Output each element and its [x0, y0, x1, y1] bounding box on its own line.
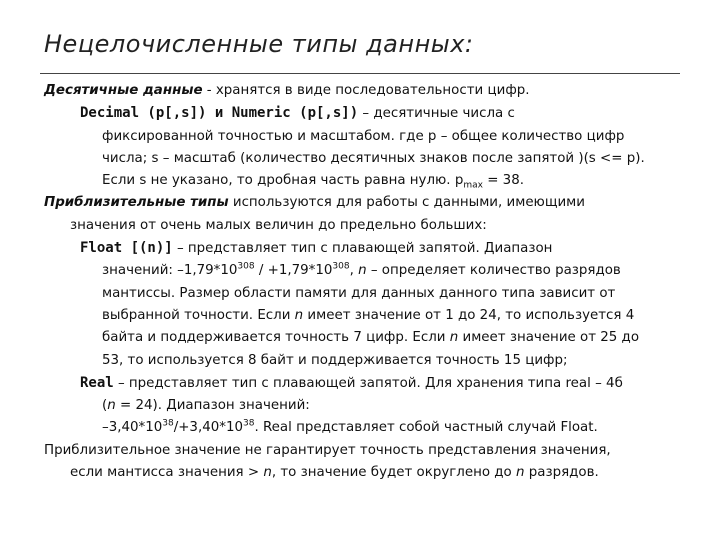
float-desc-5-b: имеет значение от 25 до	[458, 330, 640, 346]
note-l2-n: n	[263, 465, 272, 481]
real-desc-2-n: n	[107, 398, 116, 414]
real-desc-3-tail: . Real представляет собой частный случай Float.	[254, 420, 598, 436]
slide-body	[40, 80, 700, 484]
note-l2-c: разрядов.	[524, 465, 599, 481]
note-l2-n2: n	[516, 465, 525, 481]
float-code-line	[40, 237, 700, 260]
title-divider	[40, 73, 680, 74]
float-desc-5-a: байта и поддерживается точность 7 цифр. Если	[102, 330, 450, 346]
float-desc-3: мантиссы. Размер области памяти для данных данного типа зависит от	[102, 285, 616, 301]
float-code: Float [(n)]	[80, 240, 173, 257]
real-code: Real	[80, 374, 114, 391]
note-line-1: Приблизительное значение не гарантирует точность представления значения,	[44, 442, 611, 458]
note-line-2	[40, 462, 700, 484]
decimal-desc-2: фиксированной точностью и масштабом. где p – общее количество цифр	[102, 128, 625, 144]
real-range-max: /+3,40*10	[173, 420, 243, 436]
float-desc-4-n: n	[294, 307, 304, 323]
real-range-min: –3,40*10	[102, 420, 163, 436]
decimal-code-line	[40, 102, 700, 125]
float-range-min: значений: –1,79*10	[102, 263, 238, 279]
approx-intro-2: значения от очень малых величин до предельно больших:	[70, 217, 487, 233]
decimal-desc-4	[40, 170, 700, 192]
float-range-max: / +1,79*10	[254, 263, 333, 279]
decimal-desc-3: числа; s – масштаб (количество десятичных знаков после запятой )(s <= p).	[102, 150, 645, 166]
approx-intro: используются для работы с данными, имеющими	[228, 195, 585, 211]
approx-term: Приблизительные типы	[44, 195, 229, 211]
slide-title: Нецелочисленные типы данных:	[44, 30, 474, 58]
float-desc-1: – представляет тип с плавающей запятой. Диапазон	[172, 241, 553, 257]
float-desc-4	[40, 305, 700, 327]
float-desc-2	[40, 260, 700, 282]
decimal-intro-line	[40, 80, 700, 102]
float-desc-4-a: выбранной точности. Если	[102, 307, 295, 323]
approx-intro-line	[40, 192, 700, 214]
pmax-subscript: max	[463, 180, 483, 191]
decimal-intro: - хранятся в виде последовательности цифр.	[202, 83, 530, 98]
decimal-desc-4-text: Если s не указано, то дробная часть равна нулю. p	[102, 173, 464, 189]
real-code-line	[40, 372, 700, 395]
pmax-value: = 38.	[482, 173, 524, 189]
real-desc-2-b: = 24). Диапазон значений:	[115, 398, 310, 414]
float-sep: ,	[349, 263, 359, 279]
real-exp-2: 38	[242, 418, 255, 429]
real-desc-3	[40, 417, 700, 439]
float-n: n	[358, 263, 367, 279]
decimal-desc-1: – десятичные числа с	[358, 106, 515, 122]
float-desc-4-b: имеет значение от 1 до 24, то используется 4	[303, 307, 635, 323]
real-desc-2-a: (	[102, 398, 108, 414]
float-desc-2-tail: – определяет количество разрядов	[366, 263, 621, 279]
real-desc-2	[40, 395, 700, 417]
decimal-code: Decimal (p[,s]) и Numeric (p[,s])	[80, 105, 359, 122]
float-desc-6: 53, то используется 8 байт и поддерживается точность 15 цифр;	[102, 352, 568, 368]
note-l2-a: если мантисса значения >	[70, 465, 264, 481]
note-l2-b: , то значение будет округлено до	[271, 465, 516, 481]
float-desc-5	[40, 327, 700, 349]
float-exp-1: 308	[237, 261, 255, 272]
float-exp-2: 308	[332, 261, 350, 272]
real-desc-1: – представляет тип с плавающей запятой. Для хранения типа real – 4б	[113, 375, 623, 391]
float-desc-5-n: n	[449, 330, 459, 346]
real-exp-1: 38	[162, 418, 174, 429]
decimal-term: Десятичные данные	[44, 83, 203, 98]
